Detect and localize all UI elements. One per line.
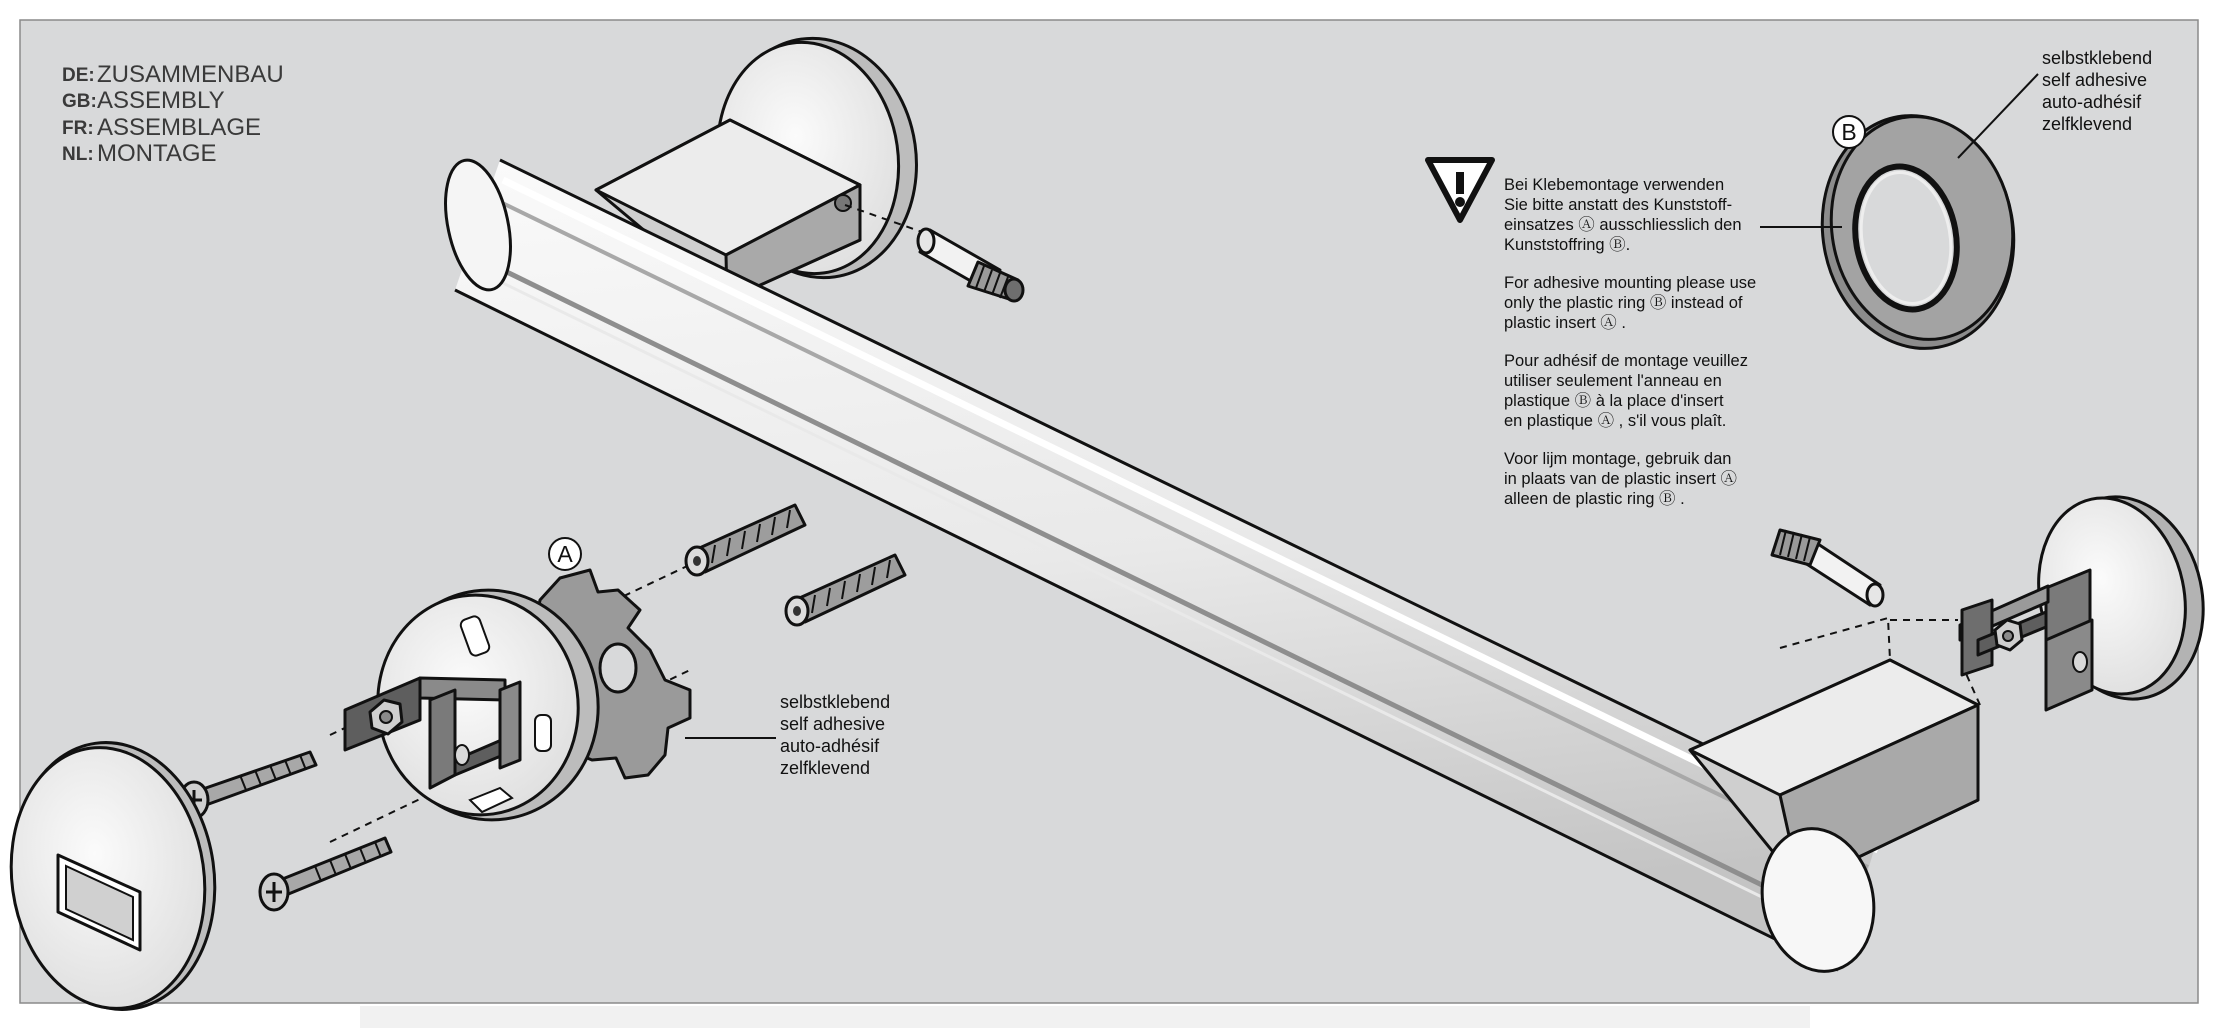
adhesive-label-top-de: selbstklebend: [2042, 48, 2153, 68]
adhesive-label-left-fr: auto-adhésif: [780, 736, 880, 756]
note-de-2: Sie bitte anstatt des Kunststoff-: [1504, 196, 1733, 214]
title-de: ZUSAMMENBAU: [97, 61, 284, 88]
note-de-1: Bei Klebemontage verwenden: [1504, 176, 1725, 194]
note-de-3: einsatzes Ⓐ ausschliesslich den: [1504, 216, 1742, 234]
adhesive-label-left-de: selbstklebend: [780, 692, 891, 712]
title-fr: ASSEMBLAGE: [97, 114, 262, 141]
note-gb-3: plastic insert Ⓐ .: [1504, 314, 1626, 332]
title-nl: MONTAGE: [97, 140, 217, 167]
adhesive-label-left-gb: self adhesive: [780, 714, 886, 734]
title-gb: ASSEMBLY: [97, 87, 225, 114]
label-b: B: [1841, 119, 1857, 145]
note-gb-2: only the plastic ring Ⓑ instead of: [1504, 294, 1743, 312]
title-code-fr: FR:: [62, 118, 94, 139]
adhesive-label-top-gb: self adhesive: [2042, 70, 2148, 90]
adhesive-label-top-nl: zelfklevend: [2042, 114, 2133, 134]
note-nl-2: in plaats van de plastic insert Ⓐ: [1504, 470, 1737, 488]
title-code-gb: GB:: [62, 91, 97, 112]
note-fr-4: en plastique Ⓐ , s'il vous plaît.: [1504, 412, 1727, 430]
note-gb-1: For adhesive mounting please use: [1504, 274, 1757, 292]
title-code-nl: NL:: [62, 144, 94, 165]
adhesive-label-left-nl: zelfklevend: [780, 758, 871, 778]
note-nl-3: alleen de plastic ring Ⓑ .: [1504, 490, 1685, 508]
note-fr-3: plastique Ⓑ à la place d'insert: [1504, 392, 1724, 410]
label-a: A: [557, 541, 573, 567]
note-de-4: Kunststoffring Ⓑ.: [1504, 236, 1631, 254]
bottom-shadow-band: [360, 1006, 1810, 1028]
note-fr-1: Pour adhésif de montage veuillez: [1504, 352, 1748, 370]
adhesive-label-top-fr: auto-adhésif: [2042, 92, 2142, 112]
note-fr-2: utiliser seulement l'anneau en: [1504, 372, 1722, 390]
note-nl-1: Voor lijm montage, gebruik dan: [1504, 450, 1732, 468]
title-code-de: DE:: [62, 65, 95, 86]
